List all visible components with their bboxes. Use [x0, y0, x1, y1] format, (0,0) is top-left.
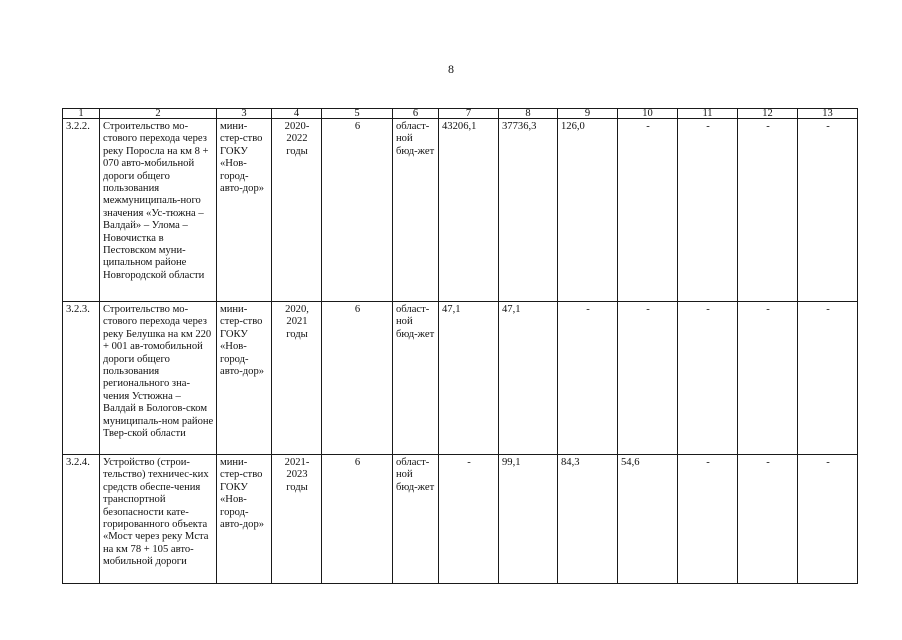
amount-cell: -	[678, 119, 738, 302]
target-indicator: 6	[322, 302, 393, 455]
amount-cell: -	[618, 302, 678, 455]
amount-cell: -	[738, 302, 798, 455]
header-cell: 9	[558, 109, 618, 119]
executor: мини-стер-ство ГОКУ «Нов-город-авто-дор»	[217, 455, 272, 584]
header-cell: 12	[738, 109, 798, 119]
header-cell: 2	[100, 109, 217, 119]
amount-cell: 54,6	[618, 455, 678, 584]
amount-cell: 126,0	[558, 119, 618, 302]
amount-cell: -	[678, 455, 738, 584]
header-cell: 5	[322, 109, 393, 119]
item-name: Строительство мо-стового перехода через реку Поросла на км 8 + 070 авто-мобильной дороги общего пользования межмуниципаль-ного значения «Ус-тюжна – Валдай» – Улома – Новочистка в Пестовском муни-ципальном районе Новгородской области	[100, 119, 217, 302]
budget-table	[62, 108, 858, 584]
header-cell: 6	[393, 109, 439, 119]
funding-source: област-ной бюд-жет	[393, 455, 439, 584]
item-number: 3.2.2.	[63, 119, 100, 302]
period: 2020, 2021 годы	[272, 302, 322, 455]
table-row	[63, 302, 858, 455]
funding-source: област-ной бюд-жет	[393, 119, 439, 302]
executor: мини-стер-ство ГОКУ «Нов-город-авто-дор»	[217, 302, 272, 455]
amount-cell: 47,1	[439, 302, 499, 455]
table-row	[63, 119, 858, 302]
table-row	[63, 455, 858, 584]
item-name: Устройство (строи-тельство) техничес-ких средств обеспе-чения транспортной безопасности кате-горированного объекта «Мост через реку Мста на км 78 + 105 авто-мобильной дороги	[100, 455, 217, 584]
funding-source: област-ной бюд-жет	[393, 302, 439, 455]
executor: мини-стер-ство ГОКУ «Нов-город-авто-дор»	[217, 119, 272, 302]
amount-cell: -	[618, 119, 678, 302]
amount-cell: 47,1	[499, 302, 558, 455]
amount-cell: -	[558, 302, 618, 455]
amount-cell: -	[439, 455, 499, 584]
amount-cell: 43206,1	[439, 119, 499, 302]
amount-cell: 37736,3	[499, 119, 558, 302]
period: 2021-2023 годы	[272, 455, 322, 584]
header-cell: 1	[63, 109, 100, 119]
header-cell: 10	[618, 109, 678, 119]
header-cell: 11	[678, 109, 738, 119]
item-number: 3.2.3.	[63, 302, 100, 455]
period: 2020-2022 годы	[272, 119, 322, 302]
header-cell: 8	[499, 109, 558, 119]
amount-cell: -	[738, 119, 798, 302]
item-number: 3.2.4.	[63, 455, 100, 584]
header-cell: 13	[798, 109, 858, 119]
item-name: Строительство мо-стового перехода через реку Белушка на км 220 + 001 ав-томобильной дороги общего пользования регионального зна-чения Устюжна – Валдай в Бологов-ском муниципаль-ном районе Твер-ской области	[100, 302, 217, 455]
header-row	[63, 109, 858, 119]
target-indicator: 6	[322, 455, 393, 584]
amount-cell: -	[738, 455, 798, 584]
amount-cell: -	[798, 455, 858, 584]
amount-cell: -	[798, 302, 858, 455]
amount-cell: 84,3	[558, 455, 618, 584]
amount-cell: 99,1	[499, 455, 558, 584]
header-cell: 3	[217, 109, 272, 119]
header-cell: 4	[272, 109, 322, 119]
header-cell: 7	[439, 109, 499, 119]
page-number: 8	[448, 62, 454, 76]
amount-cell: -	[678, 302, 738, 455]
amount-cell: -	[798, 119, 858, 302]
target-indicator: 6	[322, 119, 393, 302]
